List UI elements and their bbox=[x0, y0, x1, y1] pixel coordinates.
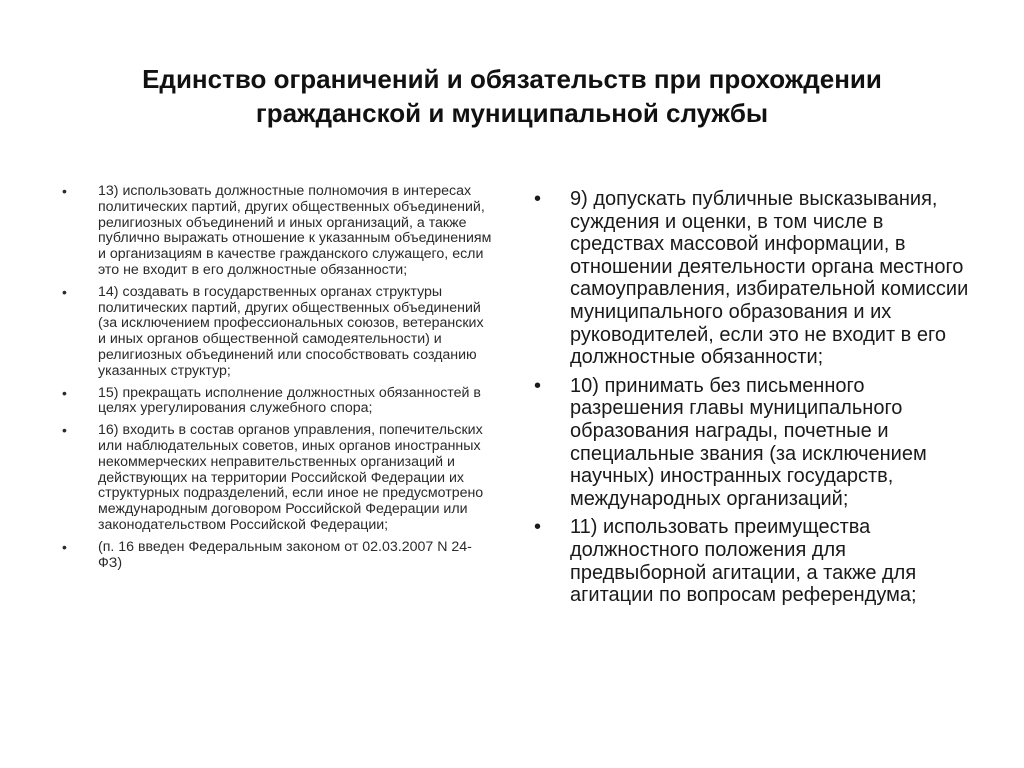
list-item-text: 14) создавать в государственных органах структуры политических партий, других общественных объединений (за исключением профессиональных союзов, ветеранских и иных органов общественной самодеятельности) и религиозных объединений или способствовать созданию указанных структур; bbox=[98, 283, 484, 379]
bullet-icon: • bbox=[62, 384, 67, 401]
bullet-icon: • bbox=[62, 183, 67, 199]
bullet-icon: • bbox=[62, 538, 67, 555]
bullet-icon: • bbox=[534, 516, 542, 539]
list-item bbox=[62, 184, 492, 279]
list-item bbox=[62, 386, 492, 418]
title-line-2: гражданской и муниципальной службы bbox=[255, 98, 769, 128]
list-item bbox=[62, 540, 492, 572]
list-item-text: (п. 16 введен Федеральным законом от 02.03.2007 N 24-ФЗ) bbox=[98, 538, 472, 571]
list-item bbox=[62, 423, 492, 534]
bullet-icon: • bbox=[534, 188, 542, 210]
left-column-list bbox=[62, 184, 492, 577]
title-line-1: Единство ограничений и обязательств при прохождении bbox=[142, 64, 882, 94]
bullet-icon: • bbox=[62, 422, 67, 439]
list-item-text: 15) прекращать исполнение должностных обязанностей в целях урегулирования служебного спора; bbox=[98, 384, 481, 417]
list-item-text: 11) использовать преимущества должностного положения для предвыборной агитации, а также для агитации по вопросам референдума; bbox=[570, 516, 917, 607]
list-item-text: 10) принимать без письменного разрешения главы муниципального образования награды, почетные и специальные звания (за исключением научных) иностранных государств, международных организаций; bbox=[570, 374, 927, 510]
list-item bbox=[534, 375, 974, 511]
list-item-text: 9) допускать публичные высказывания, суждения и оценки, в том числе в средствах массовой информации, в отношении деятельности органа местного самоуправления, избирательной комиссии муниципального образования и их руководителей, если это не входит в его должностные обязанности; bbox=[570, 188, 969, 369]
list-item bbox=[534, 516, 974, 606]
list-item-text: 16) входить в состав органов управления, попечительских или наблюдательных советов, иных органов иностранных некоммерческих неправительственных организаций и действующих на территории Российской Федерации их структурных подразделений, если иное не предусмотрено международным договором Российской Федерации или законодательством Российской Федерации; bbox=[98, 422, 484, 533]
list-item bbox=[534, 188, 974, 369]
slide-title bbox=[70, 62, 954, 130]
right-column-list bbox=[534, 188, 974, 613]
list-item bbox=[62, 285, 492, 380]
bullet-icon: • bbox=[62, 283, 67, 300]
list-item-text: 13) использовать должностные полномочия в интересах политических партий, других общественных объединений, религиозных объединений и иных организаций, а также публично выражать отношение к указанным объединениям и организациям в качестве гражданского служащего, если это не входит в его должностные обязанности; bbox=[98, 183, 492, 278]
bullet-icon: • bbox=[534, 374, 542, 397]
